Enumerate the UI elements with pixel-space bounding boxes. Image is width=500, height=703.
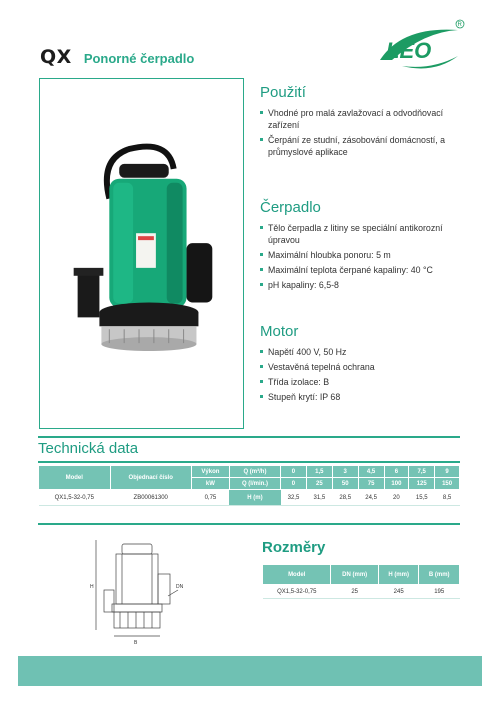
q-m3h-cell: 4,5: [358, 466, 384, 478]
q-m3h-cell: 1,5: [306, 466, 332, 478]
dim-header: B (mm): [419, 565, 460, 585]
list-item: Maximální teplota čerpané kapaliny: 40 °C: [260, 264, 470, 276]
dimensions-title: Rozměry: [262, 539, 326, 556]
list-item: Napětí 400 V, 50 Hz: [260, 346, 470, 358]
dim-header: DN (mm): [331, 565, 378, 585]
section-title-motor: Motor: [260, 323, 299, 340]
q-m3h-cell: 6: [384, 466, 409, 478]
drawing-label-dn: DN: [176, 584, 184, 590]
dimensions-table: [262, 564, 460, 599]
cell-h: 28,5: [332, 490, 358, 506]
cell-h: 32,5: [281, 490, 307, 506]
cell-h: 31,5: [306, 490, 332, 506]
product-photo-frame: [39, 78, 244, 429]
list-item: Stupeň krytí: IP 68: [260, 391, 470, 403]
header-q-m3h: Q (m³/h): [229, 466, 280, 478]
dim-cell: 245: [378, 585, 419, 599]
cell-h: 24,5: [358, 490, 384, 506]
leo-logo: [372, 16, 468, 74]
dim-header: Model: [263, 565, 331, 585]
dim-cell: QX1,5-32-0,75: [263, 585, 331, 599]
footer-bar: [18, 656, 482, 686]
dim-cell: 195: [419, 585, 460, 599]
cell-kw: 0,75: [191, 490, 229, 506]
divider: [38, 523, 460, 525]
list-motor: [260, 346, 470, 403]
dim-header: H (mm): [378, 565, 419, 585]
divider: [38, 461, 460, 463]
svg-text:R: R: [457, 22, 462, 28]
q-lmin-cell: 75: [358, 478, 384, 490]
section-title-pouziti: Použití: [260, 84, 306, 101]
page-header: [40, 46, 194, 68]
q-lmin-cell: 0: [281, 478, 307, 490]
q-lmin-cell: 25: [306, 478, 332, 490]
header-power: Výkon: [191, 466, 229, 478]
table-row: [39, 490, 460, 506]
section-motor: [260, 323, 470, 406]
q-m3h-cell: 0: [281, 466, 307, 478]
header-order-number: Objednací číslo: [110, 466, 191, 490]
drawing-label-h: H: [90, 584, 94, 590]
q-m3h-cell: 9: [435, 466, 460, 478]
logo-text: LEO: [386, 38, 432, 63]
q-lmin-cell: 125: [409, 478, 435, 490]
header-q-lmin: Q (l/min.): [229, 478, 280, 490]
section-title-cerpadlo: Čerpadlo: [260, 199, 321, 216]
section-pouziti: [260, 84, 470, 161]
q-lmin-cell: 50: [332, 478, 358, 490]
list-item: Tělo čerpadla z litiny se speciální antikorozní úpravou: [260, 222, 470, 246]
model-subtitle: Ponorné čerpadlo: [83, 51, 195, 66]
pump-image: [40, 79, 243, 428]
header-kw: kW: [191, 478, 229, 490]
header-h-m: H (m): [229, 490, 280, 506]
q-m3h-cell: 7,5: [409, 466, 435, 478]
cell-h: 15,5: [409, 490, 435, 506]
list-item: pH kapaliny: 6,5-8: [260, 279, 470, 291]
section-cerpadlo: [260, 199, 470, 294]
q-lmin-cell: 150: [435, 478, 460, 490]
list-pouziti: [260, 107, 470, 158]
q-lmin-cell: 100: [384, 478, 409, 490]
list-item: Maximální hloubka ponoru: 5 m: [260, 249, 470, 261]
q-m3h-cell: 3: [332, 466, 358, 478]
cell-model: QX1,5-32-0,75: [39, 490, 111, 506]
list-item: Třída izolace: B: [260, 376, 470, 388]
dim-cell: 25: [331, 585, 378, 599]
cell-order: ZB00061300: [110, 490, 191, 506]
list-cerpadlo: [260, 222, 470, 291]
drawing-label-b: B: [134, 640, 138, 646]
divider: [38, 436, 460, 438]
list-item: Vhodné pro malá zavlažovací a odvodňovací zařízení: [260, 107, 470, 131]
model-code: QX: [40, 46, 72, 68]
tech-data-table: [38, 465, 460, 506]
tech-data-title: Technická data: [38, 440, 139, 457]
header-model: Model: [39, 466, 111, 490]
cell-h: 20: [384, 490, 409, 506]
list-item: Vestavěná tepelná ochrana: [260, 361, 470, 373]
cell-h: 8,5: [435, 490, 460, 506]
table-row: [263, 585, 460, 599]
list-item: Čerpání ze studní, zásobování domácností, a průmyslové aplikace: [260, 134, 470, 158]
dimension-drawing: [88, 530, 208, 648]
